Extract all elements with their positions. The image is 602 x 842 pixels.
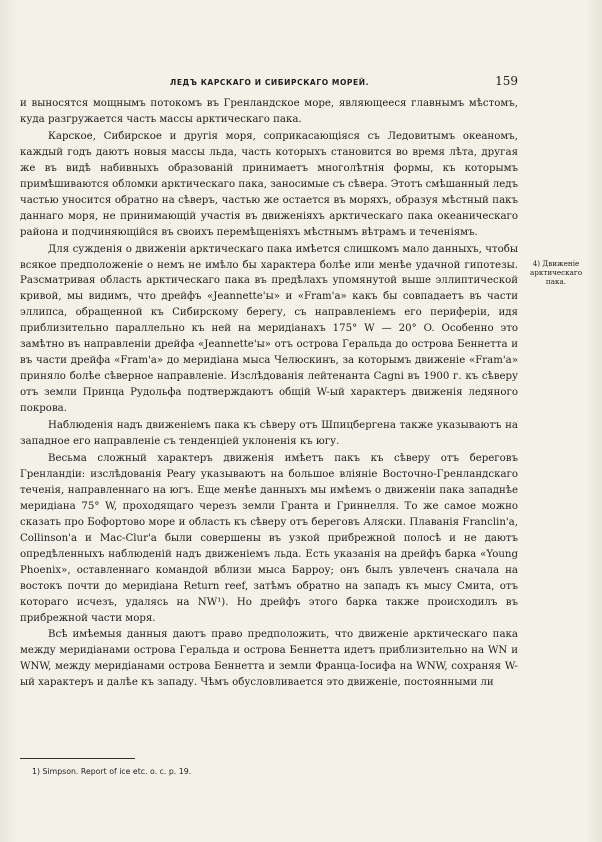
running-title: ЛЕДЪ КАРСКАГО И СИБИРСКАГО МОРЕЙ. xyxy=(170,78,370,87)
margin-note: 4) Движеніе арктическаго пака. xyxy=(529,259,583,286)
paragraph: Наблюденія надъ движеніемъ пака къ сѣверу отъ Шпицбергена также указываютъ на западное его направленіе съ тенденціей уклоненія къ югу. xyxy=(20,420,518,448)
paragraph: и выносятся мощнымъ потокомъ въ Гренландское море, являющееся главнымъ мѣстомъ, куда разгружается часть массы арктическаго пака. xyxy=(20,98,518,125)
page-header xyxy=(20,74,518,88)
body-text xyxy=(20,96,518,692)
paragraph: Всѣ имѣемыя данныя даютъ право предположить, что движеніе арктическаго пака между меридіанами острова Геральда и острова Беннетта идетъ приблизительно на WN и WNW, между меридіанами острова Беннетта и земли Франца-Іосифа на WNW, сохраняя W-ый характеръ и далѣе къ западу. Чѣмъ обусловливается это движеніе, постоянными ли xyxy=(20,629,518,689)
paragraph: Весьма сложный характеръ движенія имѣетъ пакъ къ сѣверу отъ береговъ Гренландіи: изслѣдованія Peary указываютъ на большое вліяніе Восточно-Гренландскаго теченія, направленнаго на югъ. Еще менѣе данныхъ мы имѣемъ о движеніи пака западнѣе меридіана 75° W, проходящаго черезъ земли Гранта и Гриннелля. То же самое можно сказать про Бофортово море и область къ сѣверу отъ береговъ Аляски. Плаванія Franclin'а, Collinson'а и Mac-Clur'а были совершены въ узкой прибрежной полосѣ и не даютъ опредѣленныхъ наблюденій надъ движеніемъ льда. Есть указанія на дрейфъ барка «Young Phoenix», оставленнаго командой вблизи мыса Барроу; онъ былъ увлеченъ сначала на востокъ почти до меридіана Return reef, затѣмъ обратно на западъ къ мысу Смита, отъ котораго исчезъ, удалясь на NW¹). Но дрейфъ этого барка также происходилъ въ прибрежной части моря. xyxy=(20,452,518,624)
paragraph: Для сужденія о движеніи арктическаго пака имѣется слишкомъ мало данныхъ, чтобы всякое предположеніе о немъ не имѣло бы характера болѣе или менѣе удачной гипотезы. Разсматривая область арктическаго пака въ предѣлахъ упомянутой выше эллиптической кривой, мы видимъ, что дрейфъ «Jeannette'ы» и «Fram'а» какъ бы совпадаетъ въ части эллипса, обращенной къ Сибирскому берегу, съ направленіемъ его периферіи, идя приблизительно параллельно къ ней на меридіанахъ 175° W — 20° O. Особенно это замѣтно въ направленіи дрейфа «Jeannette'ы» отъ острова Геральда до острова Беннетта и въ части дрейфа «Fram'а» до меридіана мыса Челюскинъ, за которымъ движеніе «Fram'а» приняло болѣе сѣверное направленіе. Изслѣдованія лейтенанта Cagni въ 1900 г. къ сѣверу отъ земли Принца Рудольфа подтверждаютъ общій W-ый характеръ движенія ледяного покрова. xyxy=(20,243,518,415)
page-number: 159 xyxy=(495,74,518,88)
footnote-divider xyxy=(20,758,135,759)
footnote: 1) Simpson. Report of ice etc. o. c. p. 19. xyxy=(32,767,192,776)
paragraph: Карское, Сибирское и другія моря, соприкасающіяся съ Ледовитымъ океаномъ, каждый годъ даютъ новыя массы льда, часть которыхъ становится во время лѣта, другая же въ видѣ набивныхъ образованій принимаетъ многолѣтнія формы, къ которымъ примѣшиваются обломки арктическаго пака, заносимые съ сѣвера. Этотъ смѣшанный ледъ частью уносится обратно на сѣверъ, частью же остается въ моряхъ, образуя мѣстный пакъ даннаго моря, не принимающій участія въ движеніяхъ арктическаго пака океаническаго района и подчиняющійся въ своихъ перемѣщеніяхъ мѣстнымъ вѣтрамъ и теченіямъ. xyxy=(20,130,518,238)
